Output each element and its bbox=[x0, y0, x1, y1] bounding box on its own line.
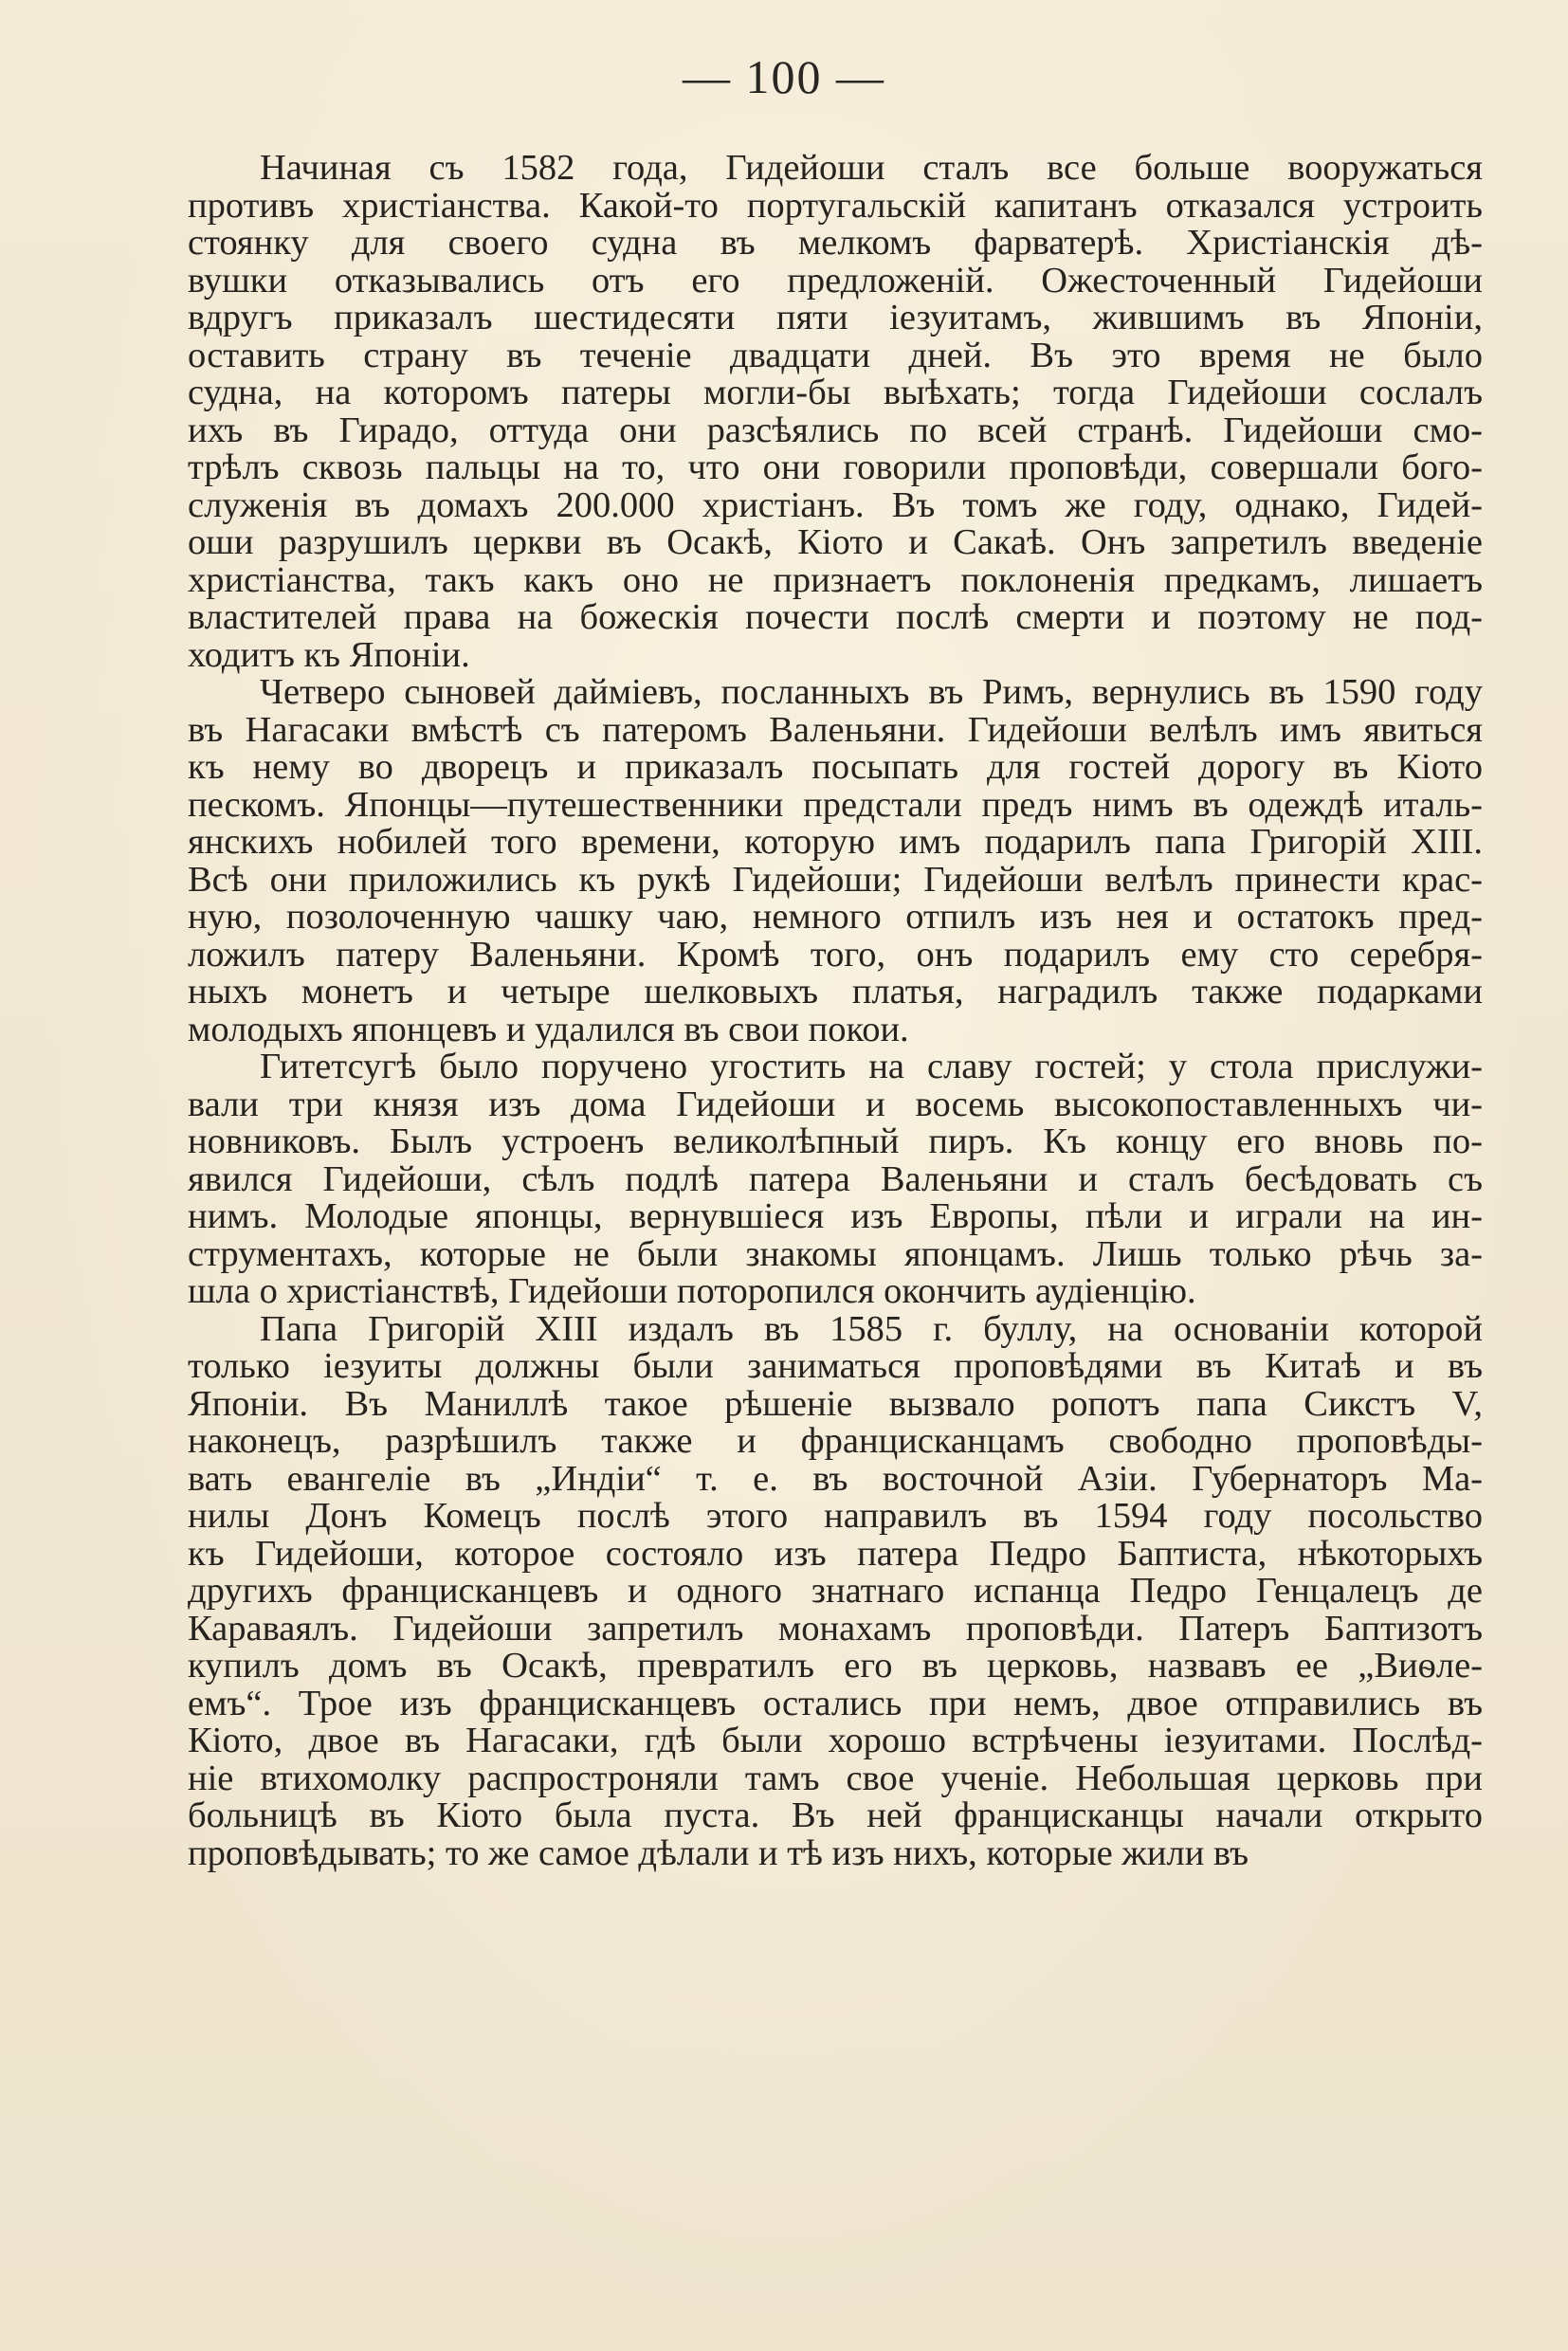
text-line: ихъ въ Гирадо, оттуда они разсѣялись по всей странѣ. Гидейоши смо- bbox=[188, 410, 1483, 450]
text-line: ніе втихомолку распростроняли тамъ свое ученіе. Небольшая церковь при bbox=[188, 1758, 1483, 1798]
body-text bbox=[188, 150, 1483, 1872]
text-line: молодыхъ японцевъ и удалился въ свои покои. bbox=[188, 1009, 909, 1049]
text-line: вать евангеліе въ „Индіи“ т. е. въ восточной Азіи. Губернаторъ Ма- bbox=[188, 1458, 1483, 1499]
text-line: новниковъ. Былъ устроенъ великолѣпный пиръ. Къ концу его вновь по- bbox=[188, 1121, 1483, 1161]
text-line: янскихъ нобилей того времени, которую имъ подарилъ папа Григорій XIII. bbox=[188, 822, 1483, 862]
text-line: наконецъ, разрѣшилъ также и францисканцамъ свободно проповѣды- bbox=[188, 1421, 1483, 1461]
text-line: трѣлъ сквозь пальцы на то, что они говорили проповѣди, совершали бого- bbox=[188, 447, 1483, 487]
text-line: проповѣдывать; то же самое дѣлали и тѣ изъ нихъ, которые жили въ bbox=[188, 1832, 1249, 1873]
text-line: явился Гидейоши, сѣлъ подлѣ патера Валеньяни и сталъ бесѣдовать съ bbox=[188, 1158, 1483, 1199]
text-line: нилы Донъ Комецъ послѣ этого направилъ въ 1594 году посольство bbox=[188, 1496, 1483, 1536]
text-line: вали три князя изъ дома Гидейоши и восемь высокопоставленныхъ чи- bbox=[188, 1084, 1483, 1124]
text-line: пескомъ. Японцы—путешественники предстали предъ нимъ въ одеждѣ италь- bbox=[188, 784, 1483, 825]
text-line: другихъ францисканцевъ и одного знатнаго испанца Педро Генцалецъ де bbox=[188, 1571, 1483, 1611]
text-line: Гитетсугѣ было поручено угостить на славу гостей; у стола прислужи- bbox=[260, 1047, 1483, 1086]
text-line: служенія въ домахъ 200.000 христіанъ. Въ томъ же году, однако, Гидей- bbox=[188, 484, 1483, 525]
text-line: Папа Григорій XIII издалъ въ 1585 г. буллу, на основаніи которой bbox=[260, 1308, 1483, 1349]
text-line: купилъ домъ въ Осакѣ, превратилъ его въ церковь, назвавъ ее „Виѳле- bbox=[188, 1646, 1483, 1686]
text-line: емъ“. Трое изъ францисканцевъ остались при немъ, двое отправились въ bbox=[188, 1683, 1483, 1723]
text-line: Японіи. Въ Маниллѣ такое рѣшеніе вызвало ропотъ папа Сикстъ V, bbox=[188, 1383, 1483, 1424]
text-line: Караваялъ. Гидейоши запретилъ монахамъ проповѣди. Патеръ Баптизотъ bbox=[188, 1608, 1483, 1649]
text-line: судна, на которомъ патеры могли-бы выѣхать; тогда Гидейоши сослалъ bbox=[188, 373, 1483, 412]
text-line: стоянку для своего судна въ мелкомъ фарватерѣ. Христіанскія дѣ- bbox=[188, 223, 1483, 263]
text-line: властителей права на божескія почести послѣ смерти и поэтому не под- bbox=[188, 597, 1483, 637]
paragraph bbox=[188, 1048, 1483, 1311]
text-line: ходитъ къ Японіи. bbox=[188, 634, 470, 675]
text-line: струментахъ, которые не были знакомы японцамъ. Лишь только рѣчь за- bbox=[188, 1233, 1483, 1274]
text-line: въ Нагасаки вмѣстѣ съ патеромъ Валеньяни. Гидейоши велѣлъ имъ явиться bbox=[188, 709, 1483, 750]
text-line: нимъ. Молодые японцы, вернувшіеся изъ Европы, пѣли и играли на ин- bbox=[188, 1196, 1483, 1236]
text-line: къ нему во дворецъ и приказалъ посыпать для гостей дорогу въ Кіото bbox=[188, 747, 1483, 787]
text-line: ныхъ монетъ и четыре шелковыхъ платья, наградилъ также подарками bbox=[188, 972, 1483, 1011]
text-line: Кіото, двое въ Нагасаки, гдѣ были хорошо встрѣчены іезуитами. Послѣд- bbox=[188, 1721, 1483, 1760]
text-line: оставить страну въ теченіе двадцати дней. Въ это время не было bbox=[188, 335, 1483, 375]
text-line: ную, позолоченную чашку чаю, немного отпилъ изъ нея и остатокъ пред- bbox=[188, 897, 1483, 937]
text-line: ложилъ патеру Валеньяни. Кромѣ того, онъ подарилъ ему сто серебря- bbox=[188, 934, 1483, 975]
text-line: вдругъ приказалъ шестидесяти пяти іезуитамъ, жившимъ въ Японіи, bbox=[188, 298, 1483, 337]
paragraph bbox=[188, 1308, 1483, 1873]
paragraph bbox=[188, 150, 1483, 674]
text-line: противъ христіанства. Какой-то португальскій капитанъ отказался устроить bbox=[188, 185, 1483, 226]
text-line: христіанства, такъ какъ оно не признаетъ поклоненія предкамъ, лишаетъ bbox=[188, 559, 1483, 600]
text-line: только іезуиты должны были заниматься проповѣдями въ Китаѣ и въ bbox=[188, 1346, 1483, 1386]
text-line: Четверо сыновей дайміевъ, посланныхъ въ Римъ, вернулись въ 1590 году bbox=[260, 672, 1483, 712]
text-line: къ Гидейоши, которое состояло изъ патера Педро Баптиста, нѣкоторыхъ bbox=[188, 1533, 1483, 1574]
text-line: Всѣ они приложились къ рукѣ Гидейоши; Гидейоши велѣлъ принести крас- bbox=[188, 859, 1483, 900]
page-number: — 100 — bbox=[683, 50, 885, 103]
text-line: больницѣ въ Кіото была пуста. Въ ней францисканцы начали открыто bbox=[188, 1795, 1483, 1835]
text-line: оши разрушилъ церкви въ Осакѣ, Кіото и Сакаѣ. Онъ запретилъ введеніе bbox=[188, 522, 1483, 562]
text-line: вушки отказывались отъ его предложеній. Ожесточенный Гидейоши bbox=[188, 260, 1483, 301]
text-line: Начиная съ 1582 года, Гидейоши сталъ все больше вооружаться bbox=[260, 148, 1483, 188]
text-line: шла о христіанствѣ, Гидейоши поторопился окончить аудіенцію. bbox=[188, 1271, 1196, 1311]
paragraph bbox=[188, 674, 1483, 1048]
